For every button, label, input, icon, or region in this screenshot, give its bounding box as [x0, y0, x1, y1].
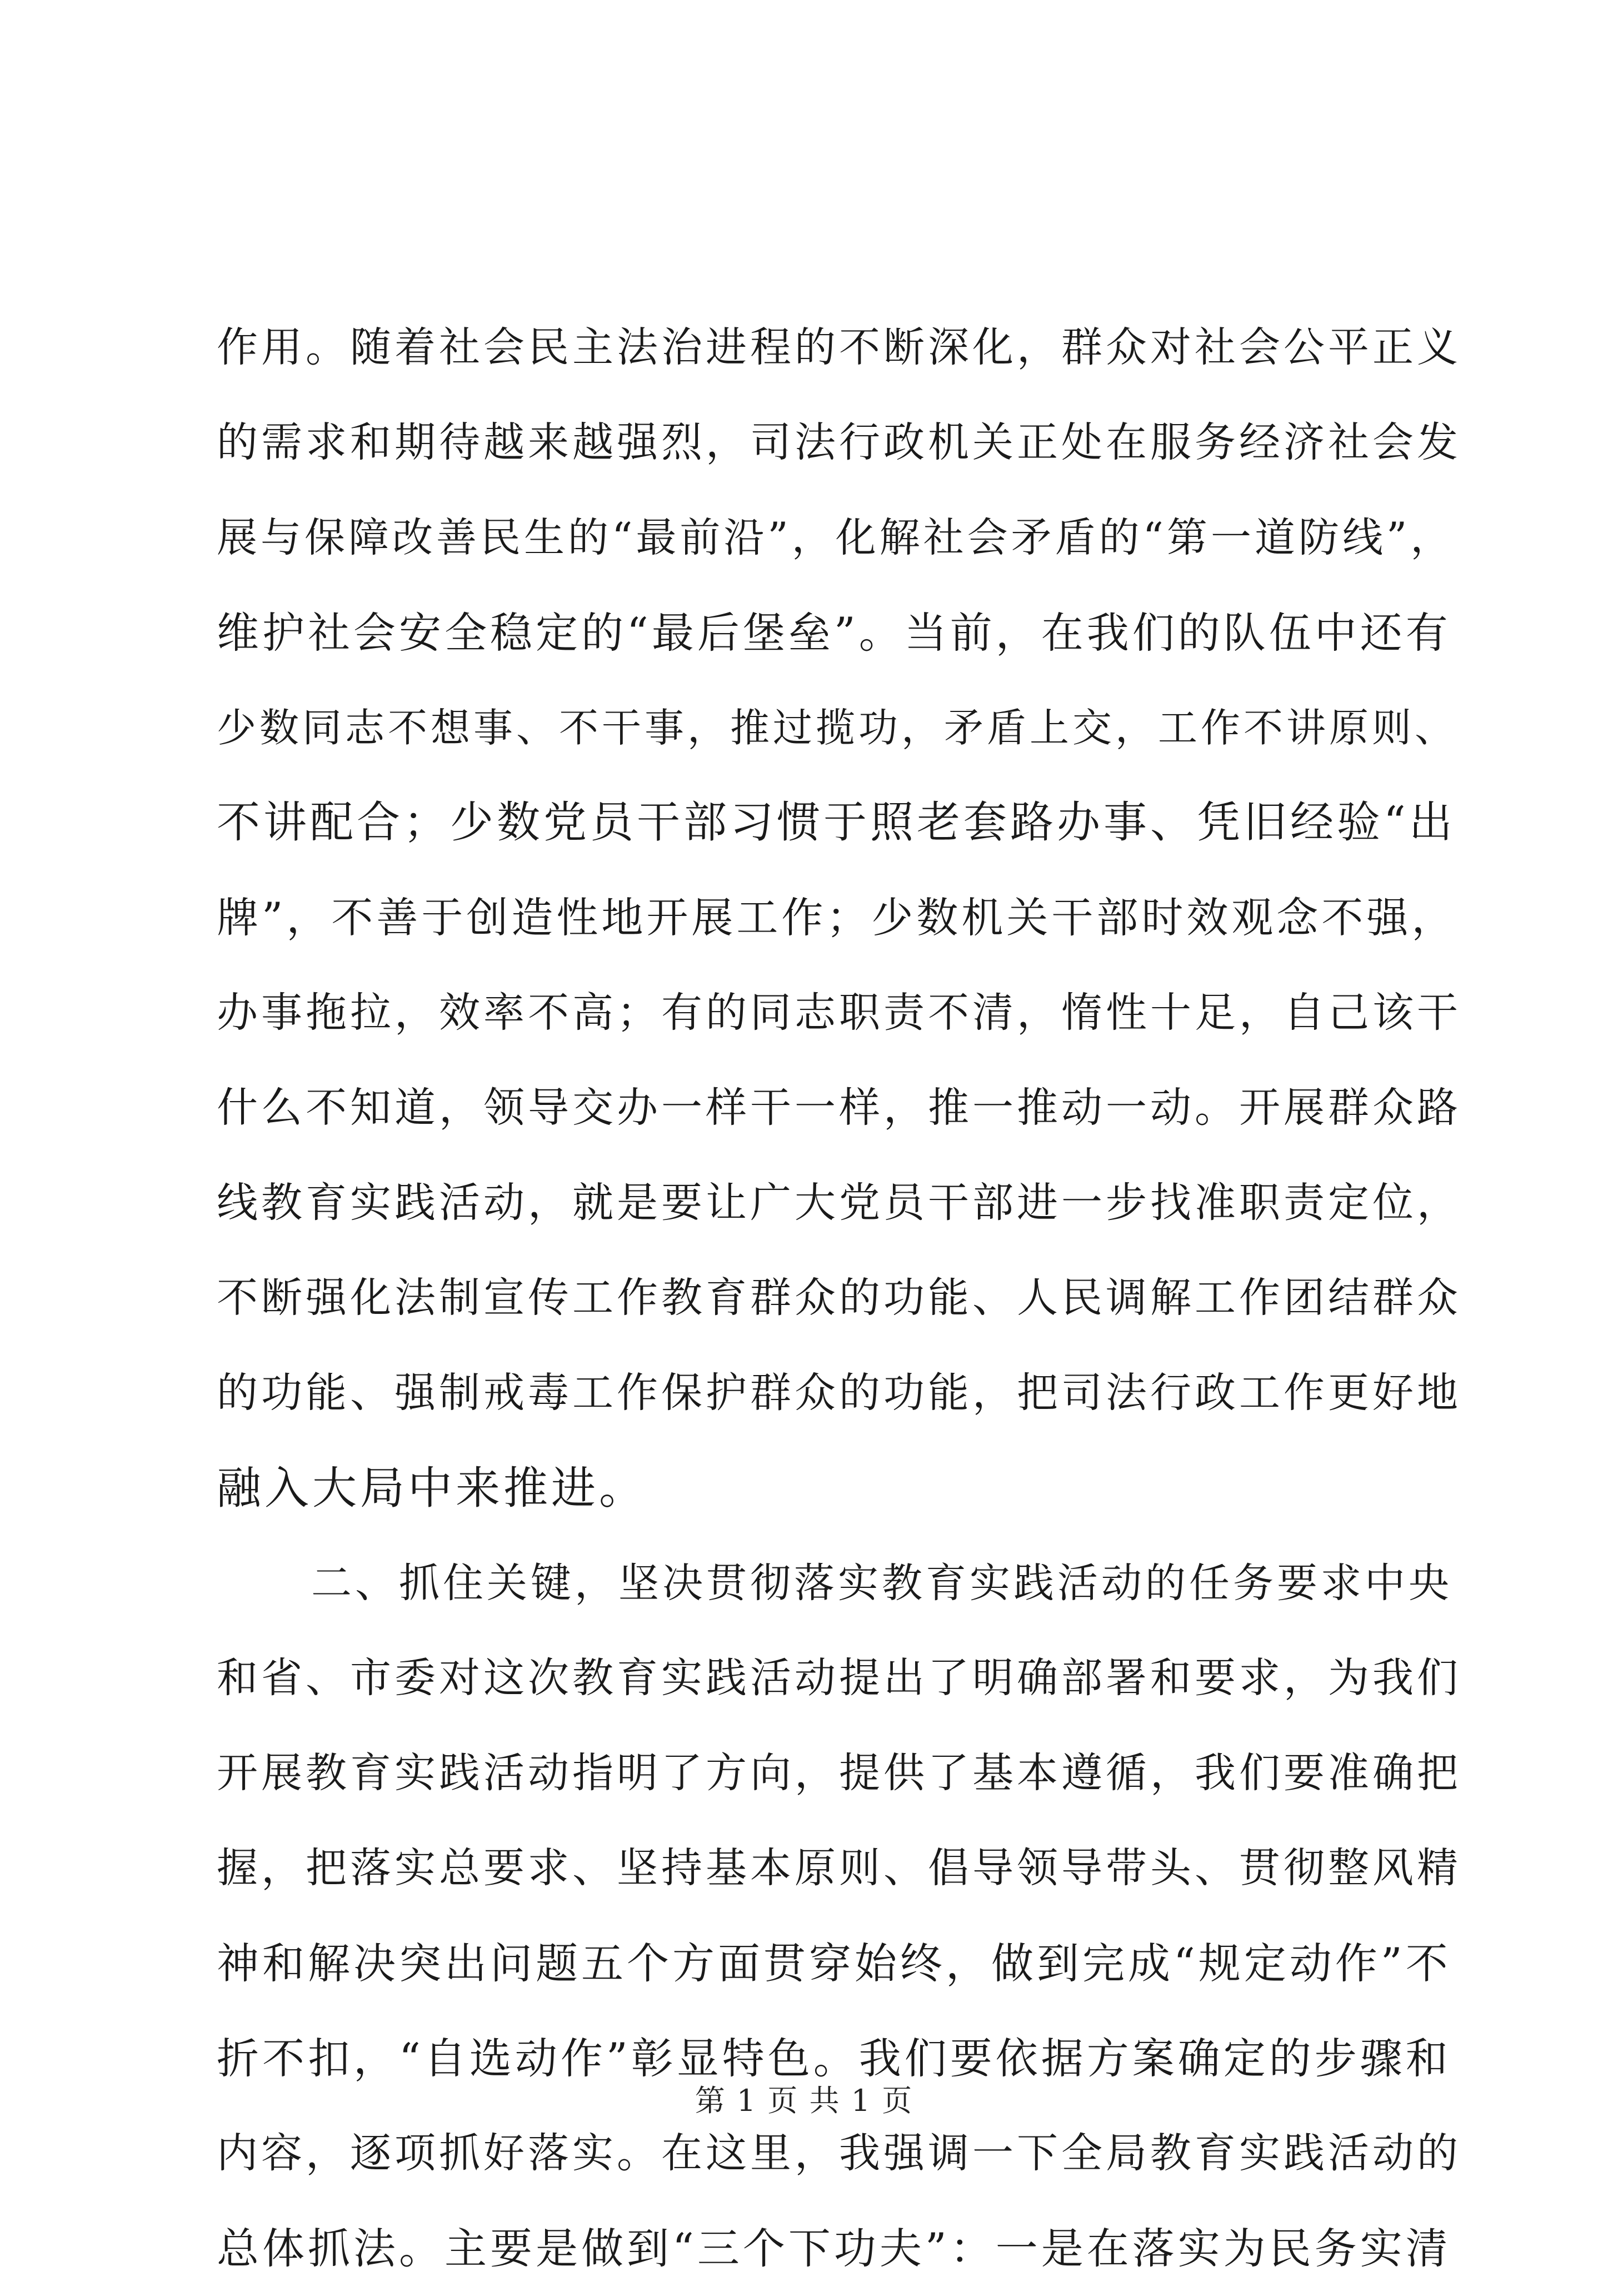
text-line: 总体抓法。主要是做到“三个下功夫”：一是在落实为民务实清	[217, 2224, 1451, 2273]
text-line: 不讲配合；少数党员干部习惯于照老套路办事、凭旧经验“出	[217, 798, 1456, 848]
text-line: 和省、市委对这次教育实践活动提出了明确部署和要求，为我们	[217, 1654, 1461, 1702]
body-text	[217, 300, 1461, 2296]
text-line: 的需求和期待越来越强烈，司法行政机关正处在服务经济社会发	[217, 419, 1461, 466]
page-number-footer: 第 1 页 共 1 页	[695, 2083, 913, 2118]
text-line: 神和解决突出问题五个方面贯穿始终，做到完成“规定动作”不	[217, 1939, 1451, 1988]
text-line: 维护社会安全稳定的“最后堡垒”。当前，在我们的队伍中还有	[217, 608, 1451, 658]
text-line: 的功能、强制戒毒工作保护群众的功能，把司法行政工作更好地	[217, 1369, 1461, 1417]
text-line: 不断强化法制宣传工作教育群众的功能、人民调解工作团结群众	[217, 1274, 1461, 1322]
text-line: 作用。随着社会民主法治进程的不断深化，群众对社会公平正义	[217, 323, 1461, 371]
text-line: 展与保障改善民生的“最前沿”，化解社会矛盾的“第一道防线”，	[217, 514, 1455, 561]
text-line: 办事拖拉，效率不高；有的同志职责不清，惰性十足，自己该干	[217, 989, 1461, 1037]
text-line: 握，把落实总要求、坚持基本原则、倡导领导带头、贯彻整风精	[217, 1844, 1461, 1892]
text-line: 折不扣，“自选动作”彰显特色。我们要依据方案确定的步骤和	[217, 2034, 1451, 2083]
text-line: 融入大局中来推进。	[217, 1462, 647, 1514]
text-line: 开展教育实践活动指明了方向，提供了基本遵循，我们要准确把	[217, 1749, 1461, 1797]
text-line: 少数同志不想事、不干事，推过揽功，矛盾上交，工作不讲原则、	[217, 705, 1458, 751]
text-line: 内容，逐项抓好落实。在这里，我强调一下全局教育实践活动的	[217, 2129, 1461, 2177]
text-line: 牌”，不善于创造性地开展工作；少数机关干部时效观念不强，	[217, 893, 1457, 942]
section-heading-line: 二、抓住关键，坚决贯彻落实教育实践活动的任务要求中央	[311, 1560, 1452, 1607]
text-line: 什么不知道，领导交办一样干一样，推一推动一动。开展群众路	[217, 1084, 1461, 1132]
text-line: 线教育实践活动，就是要让广大党员干部进一步找准职责定位，	[217, 1179, 1461, 1227]
